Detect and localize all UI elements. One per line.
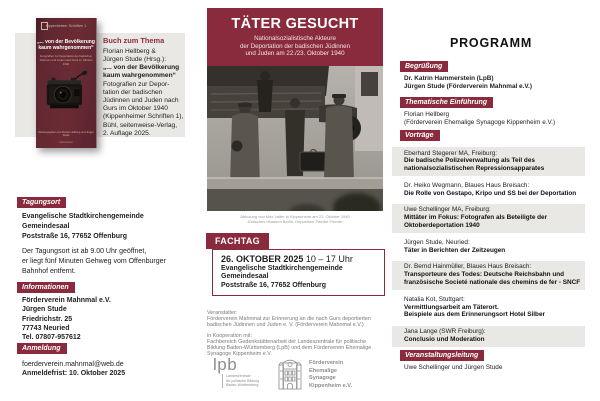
book-publisher-mark: seitenweise <box>59 141 73 144</box>
book-info-line: Fotografien zur Depor- <box>103 80 170 88</box>
lecture-title-line: nationalsozialistischen Repressionsapparates <box>404 165 545 173</box>
venue-address-line: Gemeindesaal <box>22 223 70 230</box>
venue-note <box>22 247 166 276</box>
synagogue-logo-text-line: Ehemalige <box>309 367 337 374</box>
lpb-logo <box>213 356 259 388</box>
synagogue-logo-icon <box>278 357 302 390</box>
registration-email: foerderverein.mahnmal@web.de <box>22 361 124 368</box>
contact-line: Tel. 07807-957612 <box>22 334 81 342</box>
organizer-line: Förderverein Mahnmal zur Erinnerung an die nach Gurs deportierten <box>207 316 371 323</box>
lecture-speaker: Jürgen Stude, Neuried: <box>404 238 470 246</box>
lpb-logo-text-line: Landeszentrale <box>226 374 251 378</box>
section-label-tagungsort: Tagungsort <box>17 197 66 208</box>
lecture-item <box>392 261 585 290</box>
direction-line: Uwe Schellinger und Jürgen Stude <box>404 364 503 371</box>
contact-block <box>22 296 111 342</box>
synagogue-logo-text-line: Synagoge <box>309 375 336 381</box>
lecture-title-line: Beispiele aus dem Erinnerungsort Hotel Silber <box>404 311 545 319</box>
flyer-subtitle-line: Nationalsozialistische Akteure <box>254 35 336 42</box>
book-cover <box>36 18 97 148</box>
contact-line: 77743 Neuried <box>22 324 70 332</box>
section-label-vortraege: Vorträge <box>400 130 440 141</box>
lecture-title-line: Oktoberdeportation 1940 <box>404 222 480 230</box>
contact-line: Friedrichstr. 25 <box>22 315 73 323</box>
event-venue-line: Poststraße 16, 77652 Offenburg <box>221 281 327 289</box>
flyer-subtitle <box>207 35 383 58</box>
cooperation-line: Synagoge Kippenheim e.V. <box>207 351 272 358</box>
event-info-box <box>212 249 385 296</box>
greeting-speakers <box>404 75 532 91</box>
organizer-block <box>207 310 387 357</box>
section-label-einfuehrung: Thematische Einführung <box>400 97 493 108</box>
photo-caption-line: Abholung von Max Valfer in Kippenheim am 22. Oktober 1940 <box>240 214 350 219</box>
lecture-speaker: Natalia Kot, Stuttgart: <box>404 295 465 303</box>
lecture-item <box>392 179 585 200</box>
book-series: Kippenheimer Schriften 1 <box>45 24 87 28</box>
book-info-line: Jüdinnen und Juden nach <box>103 96 179 104</box>
venue-address-line: Evangelische Stadtkirchengemeinde <box>22 213 144 220</box>
greeting-speaker-line: Dr. Katrin Hammerstein (LpB) <box>404 75 494 82</box>
photo-caption-line: Jüdisches Museum Berlin, Depositum Familie Fischer <box>247 219 343 225</box>
lecture-title-line: Conclusio und Moderation <box>404 336 485 344</box>
lecture-speaker: Uwe Schellinger MA, Freiburg: <box>404 206 491 214</box>
lecture-title-line: Transporteure des Todes: Deutsche Reichsbahn und <box>404 271 565 279</box>
organizer-paragraph <box>207 310 387 329</box>
deportation-photo-illustration <box>207 66 383 211</box>
book-info-line: Gurs im Oktober 1940 <box>103 105 168 113</box>
lecture-item <box>392 326 585 347</box>
book-cover-subtitle <box>36 55 96 66</box>
cooperation-line: Fachbereich Gedenkstättenarbeit der Landeszentrale für politische <box>207 338 367 345</box>
book-cover-title-line: kaum wahrgenommen“ <box>38 45 94 52</box>
book-cover-title-line: „... von der Bevölkerung <box>37 39 95 45</box>
lecture-speaker: Jana Lange (SWR Freiburg): <box>404 328 486 336</box>
lecture-title-line: Täter in Berichten der Zeitzeugen <box>404 246 506 254</box>
camera-photo-illustration <box>42 68 90 114</box>
event-venue-line: Gemeindesaal <box>221 273 269 281</box>
lecture-item <box>392 293 585 322</box>
book-info-line: Jürgen Stude (Hrsg.): <box>103 55 167 63</box>
contact-line: Förderverein Mahnmal e.V. <box>22 297 111 304</box>
cooperation-line: Bildung Baden-Württemberg (LpB) und dem Förderverein Ehemalige <box>207 345 372 352</box>
book-info-heading: Buch zum Thema <box>103 36 165 45</box>
book-info-line: (Kippenheimer Schriften 1), <box>103 113 184 121</box>
lpb-logo-text-line: für politische Bildung <box>226 378 260 383</box>
lecture-title-line: Mittäter im Fokus: Fotografen als Beteiligte der <box>404 214 548 222</box>
flyer-subtitle-line: und Juden am 22./23. Oktober 1940 <box>245 50 345 58</box>
fachtag-tab: FACHTAG <box>206 233 269 249</box>
synagogue-logo-text <box>309 360 352 390</box>
book-info-title-line: kaum wahrgenommen“ <box>103 72 176 80</box>
book-info-line: Florian Hellberg & <box>103 47 156 55</box>
lecture-item <box>392 236 585 257</box>
event-venue <box>221 265 384 290</box>
flyer-title-banner <box>207 8 383 66</box>
cooperation-paragraph <box>207 333 387 358</box>
book-info-line: Bühl, seitenweise-Verlag, <box>103 121 178 129</box>
event-venue-line: Evangelische Stadtkirchengemeinde <box>221 265 343 272</box>
introduction-speaker-line: (Förderverein Ehemalige Synagoge Kippenheim e.V.) <box>404 119 556 127</box>
book-info-line: 2. Auflage 2025. <box>103 129 151 137</box>
cooperation-heading: in Kooperation mit: <box>207 332 252 339</box>
lpb-logo-text <box>222 374 259 388</box>
lecture-list <box>392 147 585 350</box>
book-info-title-line: „... von der Bevölkerung <box>103 64 180 72</box>
lpb-wordmark: lpb <box>213 355 238 374</box>
event-date-line <box>221 254 384 264</box>
contact-line: Jürgen Stude <box>22 306 67 314</box>
program-title: PROGRAMM <box>449 36 533 50</box>
lpb-logo-text-line: Baden-Württemberg <box>226 383 259 387</box>
historical-photo <box>207 66 383 211</box>
flyer-subtitle-line: der Deportation der badischen Jüdinnen <box>239 42 351 50</box>
venue-address <box>22 212 144 242</box>
lecture-item <box>392 147 585 176</box>
photo-caption <box>207 214 383 225</box>
synagogue-logo-text-line: Kippenheim e.V. <box>309 382 353 389</box>
book-info-line: tation der badischen <box>103 88 163 96</box>
venue-address-line: Poststraße 16, 77652 Offenburg <box>22 233 128 240</box>
venue-note-line: Der Tagungsort ist ab 9.00 Uhr geöffnet, <box>22 248 147 255</box>
greeting-speaker-line: Jürgen Stude (Förderverein Mahnmal e.V.) <box>404 83 532 91</box>
event-time: 10 – 17 Uhr <box>303 254 353 264</box>
section-label-informationen: Informationen <box>17 282 75 293</box>
lecture-speaker: Dr. Heiko Wegmann, Blaues Haus Breisach: <box>404 181 530 189</box>
book-cover-title <box>36 39 96 52</box>
section-label-anmeldung: Anmeldung <box>17 343 67 354</box>
organizer-heading: Veranstalter: <box>207 310 238 316</box>
lecture-speaker: Eberhard Stegerer MA, Freiburg: <box>404 149 498 157</box>
flyer-title: TÄTER GESUCHT <box>231 16 359 32</box>
introduction-speaker-line: Florian Hellberg <box>404 111 450 118</box>
section-label-veranstaltungsleitung: Veranstaltungsleitung <box>400 350 484 361</box>
lecture-title-line: Vermittlungsarbeit am Täterort. <box>404 303 499 311</box>
lecture-title-line: französische Societé nationale des chemins de fer - SNCF <box>404 279 581 287</box>
event-date: 26. OKTOBER 2025 <box>221 254 304 264</box>
synagogue-logo-text-line: Förderverein <box>309 360 344 366</box>
lecture-speaker: Dr. Bernd Hainmüller, Blaues Haus Breisach: <box>404 263 532 271</box>
lecture-title-line: Die Rolle von Gestapo, Kripo und SS bei der Deportation <box>404 189 577 197</box>
book-info-block <box>103 37 185 138</box>
book-cover-subtitle-line: Jüdinnen und Juden nach Gurs im Oktober 1940 <box>39 57 93 66</box>
book-editors: Herausgegeben von Florian Hellberg und Jürgen Stude <box>37 131 95 137</box>
lecture-title-line: Die badische Polizeiverwaltung als Teil des <box>404 157 535 165</box>
registration-deadline: Anmeldefrist: 10. Oktober 2025 <box>22 370 126 377</box>
introduction-speakers <box>404 111 555 127</box>
section-label-begruessung: Begrüßung <box>400 61 448 72</box>
venue-note-line: er liegt fünf Minuten Gehweg vom Offenburger <box>22 257 166 265</box>
organizer-line: badischen Jüdinnen und Juden e. V. (Förderverein Mahnmal e.V.) <box>207 322 364 329</box>
lecture-item <box>392 204 585 233</box>
venue-note-line: Bahnhof entfernt. <box>22 267 76 275</box>
book-cover-subtitle-line: Fotografien zur Deportation der badischen <box>39 54 93 58</box>
